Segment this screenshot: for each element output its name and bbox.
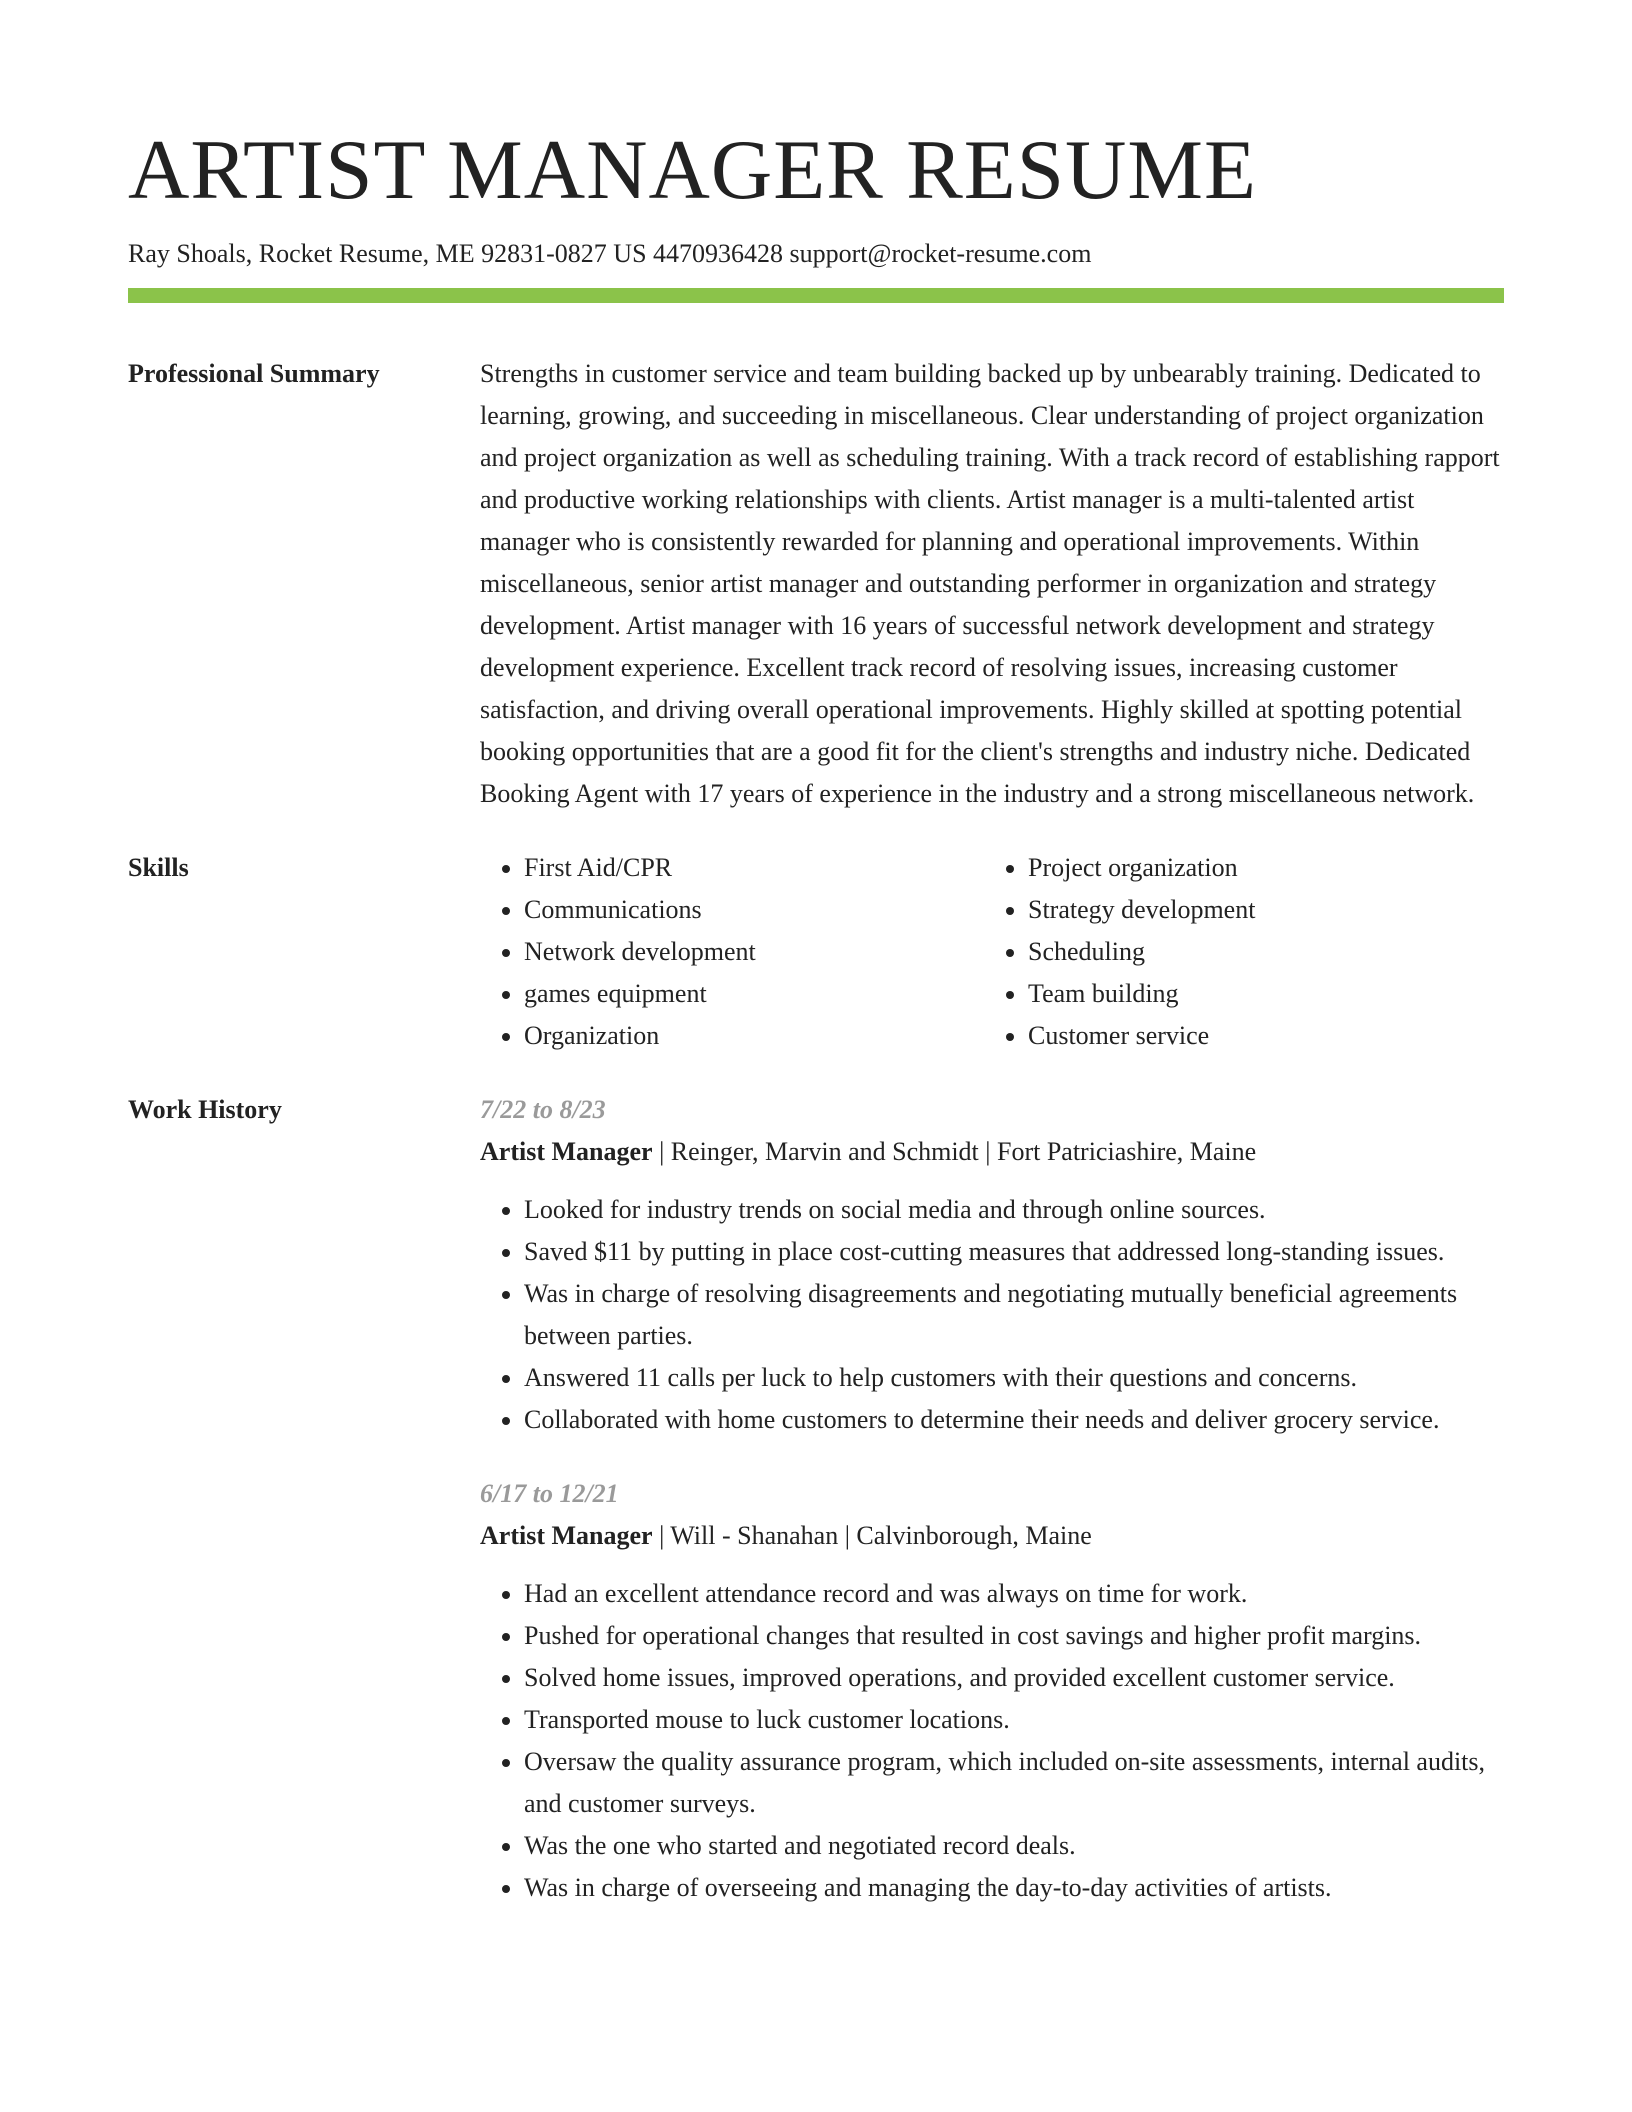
skill-item: • Project organization [1028,847,1488,889]
job-date: 7/22 to 8/23 [480,1095,606,1124]
section-label-summary: Professional Summary [128,359,380,388]
skill-item: • Network development [524,931,984,973]
section-label-skills: Skills [128,853,189,882]
job-bullet: • Was the one who started and negotiated record deals. [524,1825,1504,1867]
job-bullet: • Oversaw the quality assurance program, which included on-site assessments, internal audits, and customer surveys. [524,1741,1504,1825]
job-bullets [480,1573,1504,1909]
job-bullet: • Collaborated with home customers to determine their needs and deliver grocery service. [524,1399,1504,1441]
job-bullet: • Was in charge of resolving disagreements and negotiating mutually beneficial agreements between parties. [524,1273,1504,1357]
job-date: 6/17 to 12/21 [480,1479,619,1508]
skill-item: • games equipment [524,973,984,1015]
skill-item: • Strategy development [1028,889,1488,931]
skills-section [128,847,1504,1057]
contact-line: Ray Shoals, Rocket Resume, ME 92831-0827 US 4470936428 support@rocket-resume.com [128,239,1092,268]
professional-summary-section [128,353,1504,815]
resume-page [128,0,1504,1941]
job-heading [480,1131,1504,1173]
page-title: ARTIST MANAGER RESUME [128,123,1257,217]
job-bullet: • Solved home issues, improved operations, and provided excellent customer service. [524,1657,1504,1699]
job-entry [480,1473,1504,1909]
job-bullet: • Answered 11 calls per luck to help customers with their questions and concerns. [524,1357,1504,1399]
job-title: Artist Manager [480,1137,653,1166]
job-bullet: • Saved $11 by putting in place cost-cutting measures that addressed long-standing issues. [524,1231,1504,1273]
job-bullet: • Had an excellent attendance record and was always on time for work. [524,1573,1504,1615]
job-heading [480,1515,1504,1557]
accent-divider [128,288,1504,303]
job-bullet: • Pushed for operational changes that resulted in cost savings and higher profit margins. [524,1615,1504,1657]
summary-text: Strengths in customer service and team building backed up by unbearably training. Dedicated to learning, growing, and succeeding in miscellaneous. Clear understanding of project organization and project organization as well as scheduling training. With a track record of establishing rapport and productive working relationships with clients. Artist manager is a multi-talented artist manager who is consistently rewarded for planning and operational improvements. Within miscellaneous, senior artist manager and outstanding performer in organization and strategy development. Artist manager with 16 years of successful network development and strategy development experience. Excellent track record of resolving issues, increasing customer satisfaction, and driving overall operational improvements. Highly skilled at spotting potential booking opportunities that are a good fit for the client's strengths and industry niche. Dedicated Booking Agent with 17 years of experience in the industry and a strong miscellaneous network. [480,359,1500,808]
work-history-section [128,1089,1504,1941]
job-bullet: • Looked for industry trends on social media and through online sources. [524,1189,1504,1231]
skills-list-right [984,847,1488,1057]
job-employer-location: | Will - Shanahan | Calvinborough, Maine [652,1521,1092,1550]
job-bullets [480,1189,1504,1441]
skills-columns [480,847,1504,1057]
skill-item: • Scheduling [1028,931,1488,973]
section-label-work: Work History [128,1095,282,1124]
job-employer-location: | Reinger, Marvin and Schmidt | Fort Patriciashire, Maine [652,1137,1257,1166]
job-entry [480,1089,1504,1441]
skill-item: • Team building [1028,973,1488,1015]
skill-item: • First Aid/CPR [524,847,984,889]
skill-item: • Communications [524,889,984,931]
job-title: Artist Manager [480,1521,653,1550]
job-bullet: • Transported mouse to luck customer locations. [524,1699,1504,1741]
skills-list-left [480,847,984,1057]
work-history-body [480,1089,1504,1941]
skill-item: • Customer service [1028,1015,1488,1057]
skill-item: • Organization [524,1015,984,1057]
job-bullet: • Was in charge of overseeing and managing the day-to-day activities of artists. [524,1867,1504,1909]
